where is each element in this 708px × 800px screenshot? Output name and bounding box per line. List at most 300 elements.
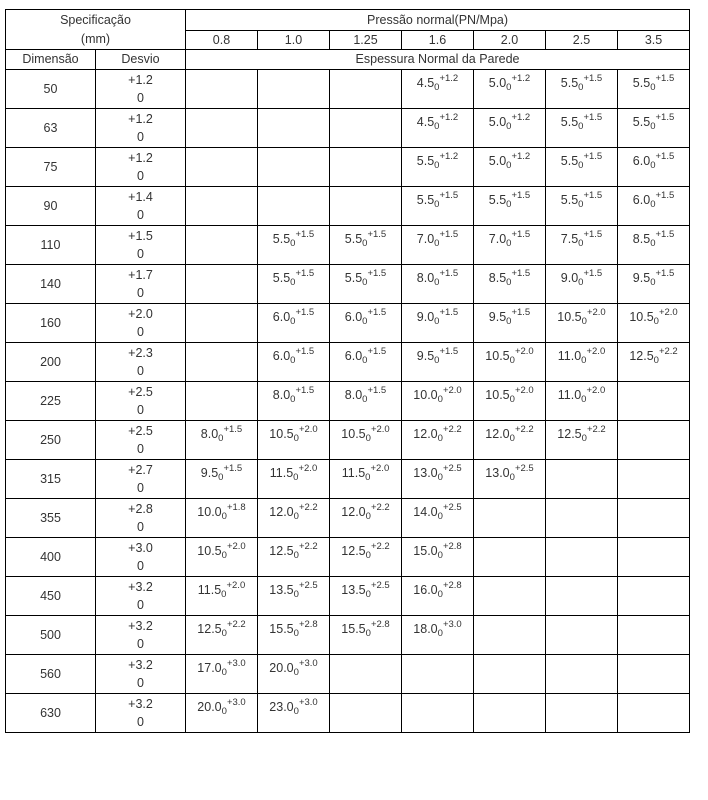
thickness-cell <box>474 616 546 655</box>
thickness-value <box>485 345 534 366</box>
thickness-nominal: 7.5 <box>560 231 579 246</box>
tolerance-lower: 0 <box>437 510 443 522</box>
dimension-cell: 160 <box>6 304 96 343</box>
table-row <box>6 304 690 343</box>
tolerance-upper: +2.2 <box>370 540 390 552</box>
dimension-cell: 90 <box>6 187 96 226</box>
thickness-cell <box>258 577 330 616</box>
thickness-value <box>341 423 390 444</box>
thickness-cell <box>474 655 546 694</box>
thickness-value <box>632 150 675 171</box>
tolerance-lower: 0 <box>434 276 440 288</box>
thickness-value <box>272 306 315 327</box>
thickness-nominal: 10.5 <box>197 543 222 558</box>
thickness-cell <box>402 304 474 343</box>
thickness-nominal: 12.0 <box>269 504 294 519</box>
tolerance-lower: 0 <box>650 198 656 210</box>
tolerance-lower: 0 <box>509 471 515 483</box>
table-row <box>6 655 690 694</box>
thickness-cell <box>258 187 330 226</box>
thickness-nominal: 5.5 <box>560 75 579 90</box>
thickness-cell <box>474 148 546 187</box>
table-row <box>6 694 690 733</box>
tolerance-upper: +2.2 <box>298 540 318 552</box>
thickness-value <box>413 423 462 444</box>
thickness-cell <box>330 694 402 733</box>
deviation-cell <box>96 538 186 577</box>
thickness-cell <box>330 265 402 304</box>
thickness-cell <box>618 265 690 304</box>
thickness-cell <box>258 616 330 655</box>
table-row <box>6 616 690 655</box>
tolerance-lower: 0 <box>506 315 512 327</box>
thickness-cell <box>186 265 258 304</box>
thickness-nominal: 4.5 <box>416 114 435 129</box>
thickness-nominal: 10.5 <box>485 387 510 402</box>
thickness-cell <box>618 616 690 655</box>
thickness-value <box>341 501 390 522</box>
thickness-cell <box>618 694 690 733</box>
thickness-cell <box>330 577 402 616</box>
deviation-lower: 0 <box>137 364 144 378</box>
thickness-cell <box>618 343 690 382</box>
thickness-cell <box>258 226 330 265</box>
thickness-cell <box>402 148 474 187</box>
thickness-cell <box>330 226 402 265</box>
deviation-lower: 0 <box>137 676 144 690</box>
thickness-cell <box>546 499 618 538</box>
thickness-cell <box>474 226 546 265</box>
thickness-value <box>344 384 387 405</box>
tolerance-upper: +2.8 <box>442 540 462 552</box>
thickness-nominal: 8.5 <box>488 270 507 285</box>
thickness-value <box>488 111 531 132</box>
dimension-cell: 75 <box>6 148 96 187</box>
tolerance-lower: 0 <box>218 432 224 444</box>
tolerance-lower: 0 <box>434 315 440 327</box>
tolerance-lower: 0 <box>362 354 368 366</box>
deviation-upper: +2.0 <box>128 307 153 321</box>
tolerance-lower: 0 <box>365 471 371 483</box>
thickness-value <box>557 384 606 405</box>
thickness-value <box>269 657 318 678</box>
thickness-nominal: 8.0 <box>200 426 219 441</box>
deviation-lower: 0 <box>137 208 144 222</box>
specification-label: Specificação <box>60 12 131 27</box>
tolerance-lower: 0 <box>653 354 659 366</box>
tolerance-upper: +1.5 <box>439 306 459 318</box>
thickness-cell <box>546 70 618 109</box>
thickness-nominal: 20.0 <box>197 699 222 714</box>
tolerance-lower: 0 <box>581 393 587 405</box>
pressure-header-cell: Pressão normal(PN/Mpa) <box>186 10 690 31</box>
thickness-nominal: 9.5 <box>200 465 219 480</box>
thickness-cell <box>258 148 330 187</box>
tolerance-lower: 0 <box>578 276 584 288</box>
tolerance-lower: 0 <box>293 510 299 522</box>
thickness-cell <box>546 616 618 655</box>
tolerance-upper: +1.5 <box>583 111 603 123</box>
thickness-value <box>560 111 603 132</box>
tolerance-lower: 0 <box>290 276 296 288</box>
table-row <box>6 148 690 187</box>
thickness-nominal: 6.0 <box>272 309 291 324</box>
thickness-nominal: 4.5 <box>416 75 435 90</box>
deviation-cell <box>96 265 186 304</box>
thickness-cell <box>402 187 474 226</box>
tolerance-lower: 0 <box>578 81 584 93</box>
thickness-value <box>488 150 531 171</box>
thickness-nominal: 11.0 <box>557 387 582 402</box>
tolerance-lower: 0 <box>362 393 368 405</box>
tolerance-upper: +1.5 <box>367 384 387 396</box>
tolerance-upper: +1.5 <box>439 267 459 279</box>
thickness-cell <box>546 304 618 343</box>
tolerance-lower: 0 <box>506 159 512 171</box>
tolerance-lower: 0 <box>506 120 512 132</box>
thickness-value <box>632 189 675 210</box>
thickness-value <box>344 345 387 366</box>
thickness-nominal: 11.5 <box>197 582 222 597</box>
tolerance-lower: 0 <box>293 627 299 639</box>
thickness-cell <box>186 187 258 226</box>
thickness-value <box>629 306 678 327</box>
tolerance-upper: +1.5 <box>223 423 243 435</box>
thickness-nominal: 8.5 <box>632 231 651 246</box>
tolerance-lower: 0 <box>509 432 515 444</box>
tolerance-upper: +3.0 <box>298 657 318 669</box>
deviation-cell <box>96 616 186 655</box>
thickness-value <box>488 267 531 288</box>
thickness-value <box>557 345 606 366</box>
thickness-cell <box>330 382 402 421</box>
tolerance-lower: 0 <box>578 120 584 132</box>
tolerance-upper: +2.8 <box>370 618 390 630</box>
thickness-value <box>488 228 531 249</box>
thickness-cell <box>618 499 690 538</box>
thickness-value <box>269 423 318 444</box>
deviation-upper: +3.2 <box>128 658 153 672</box>
thickness-value <box>632 228 675 249</box>
thickness-cell <box>546 577 618 616</box>
thickness-nominal: 9.5 <box>416 348 435 363</box>
tolerance-lower: 0 <box>437 627 443 639</box>
thickness-nominal: 7.0 <box>488 231 507 246</box>
thickness-cell <box>258 70 330 109</box>
tolerance-upper: +1.5 <box>583 228 603 240</box>
tolerance-lower: 0 <box>290 393 296 405</box>
thickness-cell <box>618 148 690 187</box>
tolerance-upper: +2.0 <box>370 423 390 435</box>
tolerance-lower: 0 <box>578 159 584 171</box>
deviation-lower: 0 <box>137 130 144 144</box>
table-row <box>6 70 690 109</box>
thickness-cell <box>186 421 258 460</box>
thickness-cell <box>546 109 618 148</box>
thickness-cell <box>474 577 546 616</box>
tolerance-lower: 0 <box>365 510 371 522</box>
tolerance-upper: +2.0 <box>442 384 462 396</box>
thickness-cell <box>330 148 402 187</box>
thickness-cell <box>330 187 402 226</box>
thickness-value <box>416 228 459 249</box>
thickness-value <box>197 696 246 717</box>
thickness-value <box>269 462 318 483</box>
deviation-cell <box>96 70 186 109</box>
thickness-nominal: 12.5 <box>629 348 654 363</box>
tolerance-lower: 0 <box>293 432 299 444</box>
thickness-value <box>560 267 603 288</box>
thickness-nominal: 5.5 <box>560 153 579 168</box>
deviation-cell <box>96 109 186 148</box>
deviation-header-cell: Desvio <box>96 50 186 70</box>
thickness-cell <box>474 538 546 577</box>
tolerance-upper: +2.0 <box>226 540 246 552</box>
thickness-nominal: 5.5 <box>632 75 651 90</box>
thickness-value <box>269 579 318 600</box>
thickness-cell <box>258 538 330 577</box>
tolerance-lower: 0 <box>437 549 443 561</box>
tolerance-lower: 0 <box>221 510 227 522</box>
thickness-value <box>200 423 243 444</box>
thickness-cell <box>402 382 474 421</box>
thickness-value <box>557 423 606 444</box>
thickness-cell <box>402 421 474 460</box>
tolerance-lower: 0 <box>221 588 227 600</box>
deviation-upper: +2.8 <box>128 502 153 516</box>
deviation-upper: +1.5 <box>128 229 153 243</box>
thickness-cell <box>402 109 474 148</box>
thickness-cell <box>474 109 546 148</box>
tolerance-lower: 0 <box>437 432 443 444</box>
tolerance-upper: +1.5 <box>583 72 603 84</box>
dimension-cell: 250 <box>6 421 96 460</box>
tolerance-lower: 0 <box>290 237 296 249</box>
thickness-nominal: 23.0 <box>269 699 294 714</box>
thickness-cell <box>618 460 690 499</box>
tolerance-lower: 0 <box>365 549 371 561</box>
thickness-nominal: 12.0 <box>413 426 438 441</box>
thickness-cell <box>546 460 618 499</box>
thickness-cell <box>546 265 618 304</box>
tolerance-lower: 0 <box>437 393 443 405</box>
thickness-cell <box>402 694 474 733</box>
thickness-value <box>272 228 315 249</box>
deviation-upper: +1.4 <box>128 190 153 204</box>
tolerance-lower: 0 <box>650 237 656 249</box>
thickness-cell <box>330 109 402 148</box>
thickness-cell <box>474 382 546 421</box>
dimension-cell: 315 <box>6 460 96 499</box>
thickness-cell <box>186 499 258 538</box>
thickness-value <box>341 618 390 639</box>
thickness-nominal: 10.5 <box>269 426 294 441</box>
thickness-value <box>413 579 462 600</box>
thickness-value <box>200 462 243 483</box>
table-row <box>6 538 690 577</box>
thickness-nominal: 15.0 <box>413 543 438 558</box>
tolerance-lower: 0 <box>506 81 512 93</box>
thickness-cell <box>330 499 402 538</box>
thickness-cell <box>546 187 618 226</box>
thickness-cell <box>258 109 330 148</box>
thickness-cell <box>330 538 402 577</box>
thickness-nominal: 10.5 <box>557 309 582 324</box>
thickness-cell <box>402 343 474 382</box>
pressure-cell: 1.0 <box>258 31 330 50</box>
thickness-cell <box>474 460 546 499</box>
deviation-upper: +3.2 <box>128 580 153 594</box>
thickness-value <box>416 111 459 132</box>
thickness-cell <box>402 538 474 577</box>
thickness-cell <box>618 655 690 694</box>
thickness-value <box>197 501 246 522</box>
thickness-value <box>488 189 531 210</box>
tolerance-lower: 0 <box>221 666 227 678</box>
thickness-cell <box>618 226 690 265</box>
thickness-cell <box>258 460 330 499</box>
thickness-cell <box>186 70 258 109</box>
pressure-cell: 3.5 <box>618 31 690 50</box>
thickness-nominal: 6.0 <box>272 348 291 363</box>
tolerance-upper: +1.5 <box>439 228 459 240</box>
tolerance-upper: +2.0 <box>514 345 534 357</box>
thickness-cell <box>618 382 690 421</box>
tolerance-upper: +1.5 <box>367 267 387 279</box>
dimension-cell: 50 <box>6 70 96 109</box>
thickness-cell <box>258 382 330 421</box>
thickness-value <box>269 540 318 561</box>
deviation-lower: 0 <box>137 598 144 612</box>
thickness-nominal: 5.5 <box>560 114 579 129</box>
thickness-nominal: 10.0 <box>197 504 222 519</box>
tolerance-lower: 0 <box>434 81 440 93</box>
thickness-cell <box>258 304 330 343</box>
tolerance-lower: 0 <box>506 198 512 210</box>
thickness-nominal: 20.0 <box>269 660 294 675</box>
thickness-cell <box>546 226 618 265</box>
tolerance-upper: +1.5 <box>295 384 315 396</box>
thickness-nominal: 5.5 <box>344 270 363 285</box>
tolerance-upper: +1.2 <box>511 111 531 123</box>
table-row <box>6 265 690 304</box>
thickness-cell <box>474 343 546 382</box>
thickness-nominal: 5.5 <box>632 114 651 129</box>
tolerance-lower: 0 <box>509 393 515 405</box>
tolerance-lower: 0 <box>293 666 299 678</box>
tolerance-upper: +2.0 <box>586 384 606 396</box>
tolerance-upper: +1.5 <box>367 228 387 240</box>
tolerance-upper: +2.2 <box>586 423 606 435</box>
thickness-cell <box>330 460 402 499</box>
tolerance-lower: 0 <box>581 432 587 444</box>
thickness-value <box>272 267 315 288</box>
thickness-nominal: 7.0 <box>416 231 435 246</box>
thickness-nominal: 11.0 <box>557 348 582 363</box>
tolerance-upper: +2.5 <box>514 462 534 474</box>
thickness-nominal: 9.0 <box>560 270 579 285</box>
tolerance-upper: +2.0 <box>586 345 606 357</box>
thickness-value <box>341 579 390 600</box>
tolerance-upper: +2.8 <box>298 618 318 630</box>
tolerance-lower: 0 <box>221 549 227 561</box>
thickness-value <box>344 306 387 327</box>
thickness-nominal: 5.0 <box>488 75 507 90</box>
tolerance-lower: 0 <box>581 354 587 366</box>
deviation-cell <box>96 655 186 694</box>
table-row <box>6 343 690 382</box>
tolerance-lower: 0 <box>437 471 443 483</box>
thickness-cell <box>186 577 258 616</box>
tolerance-upper: +2.2 <box>226 618 246 630</box>
tolerance-lower: 0 <box>362 276 368 288</box>
tolerance-upper: +2.0 <box>226 579 246 591</box>
thickness-cell <box>258 694 330 733</box>
tolerance-upper: +3.0 <box>298 696 318 708</box>
tolerance-upper: +1.8 <box>226 501 246 513</box>
dimension-cell: 450 <box>6 577 96 616</box>
tolerance-lower: 0 <box>650 81 656 93</box>
tolerance-lower: 0 <box>221 627 227 639</box>
thickness-nominal: 9.5 <box>488 309 507 324</box>
dimension-cell: 500 <box>6 616 96 655</box>
deviation-cell <box>96 148 186 187</box>
thickness-nominal: 12.5 <box>557 426 582 441</box>
thickness-cell <box>258 655 330 694</box>
thickness-value <box>272 345 315 366</box>
tolerance-upper: +1.5 <box>655 150 675 162</box>
thickness-cell <box>258 343 330 382</box>
tolerance-lower: 0 <box>365 588 371 600</box>
deviation-lower: 0 <box>137 169 144 183</box>
thickness-nominal: 12.5 <box>197 621 222 636</box>
tolerance-lower: 0 <box>437 588 443 600</box>
thickness-nominal: 6.0 <box>344 309 363 324</box>
thickness-value <box>557 306 606 327</box>
thickness-cell <box>546 343 618 382</box>
tolerance-upper: +1.5 <box>367 345 387 357</box>
deviation-upper: +2.5 <box>128 385 153 399</box>
tolerance-lower: 0 <box>293 705 299 717</box>
tolerance-upper: +1.5 <box>511 267 531 279</box>
deviation-cell <box>96 460 186 499</box>
tolerance-lower: 0 <box>362 237 368 249</box>
tolerance-lower: 0 <box>434 159 440 171</box>
thickness-cell <box>330 655 402 694</box>
thickness-value <box>416 72 459 93</box>
tolerance-lower: 0 <box>650 276 656 288</box>
thickness-value <box>632 72 675 93</box>
thickness-value <box>560 228 603 249</box>
tolerance-lower: 0 <box>650 120 656 132</box>
tolerance-upper: +3.0 <box>226 657 246 669</box>
thickness-nominal: 15.5 <box>269 621 294 636</box>
thickness-cell <box>258 265 330 304</box>
deviation-upper: +3.0 <box>128 541 153 555</box>
thickness-cell <box>618 70 690 109</box>
thickness-value <box>416 150 459 171</box>
tolerance-upper: +1.5 <box>367 306 387 318</box>
thickness-nominal: 15.5 <box>341 621 366 636</box>
thickness-nominal: 5.5 <box>416 192 435 207</box>
deviation-lower: 0 <box>137 403 144 417</box>
thickness-nominal: 12.0 <box>341 504 366 519</box>
deviation-lower: 0 <box>137 325 144 339</box>
thickness-nominal: 18.0 <box>413 621 438 636</box>
tolerance-lower: 0 <box>650 159 656 171</box>
dimension-cell: 140 <box>6 265 96 304</box>
thickness-value <box>416 189 459 210</box>
